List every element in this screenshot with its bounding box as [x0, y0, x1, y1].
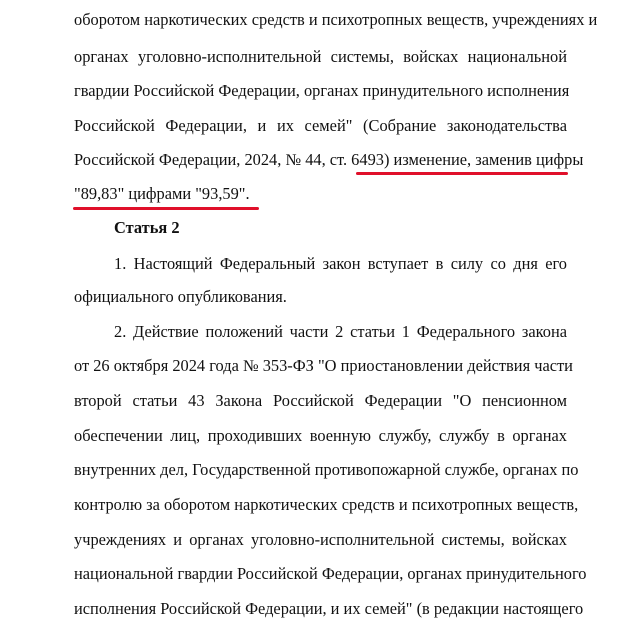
- paragraph-line: национальной гвардии Российской Федерации, органах принудительного: [74, 564, 587, 583]
- paragraph-line: обеспечении лиц, проходивших военную службу, службу в органах: [74, 426, 567, 445]
- text-line: органах уголовно-исполнительной системы, войсках национальной: [74, 47, 567, 66]
- paragraph-line: второй статьи 43 Закона Российской Федерации "О пенсионном: [74, 391, 567, 410]
- text-line: Российской Федерации, и их семей" (Собрание законодательства: [74, 116, 567, 135]
- red-underline-annotation: [356, 172, 568, 175]
- red-underline-annotation: [73, 207, 259, 210]
- highlighted-change-text: изменение, заменив цифры: [393, 150, 584, 169]
- text-line: оборотом наркотических средств и психотропных веществ, учреждениях и: [74, 10, 598, 29]
- highlighted-change-text: "89,83" цифрами "93,59".: [74, 184, 250, 203]
- text-line-with-highlight: [74, 150, 584, 170]
- text-segment: Российской Федерации, 2024, № 44, ст. 6493): [74, 150, 394, 169]
- paragraph-line: исполнения Российской Федерации, и их семей" (в редакции настоящего: [74, 599, 584, 618]
- paragraph-line: контролю за оборотом наркотических средств и психотропных веществ,: [74, 495, 579, 514]
- paragraph-line: 1. Настоящий Федеральный закон вступает в силу со дня его: [114, 254, 567, 273]
- paragraph-line: 2. Действие положений части 2 статьи 1 Федерального закона: [114, 322, 567, 341]
- paragraph-line: учреждениях и органах уголовно-исполнительной системы, войсках: [74, 530, 567, 549]
- article-heading: Статья 2: [114, 218, 180, 237]
- paragraph-line: официального опубликования.: [74, 287, 287, 306]
- paragraph-line: от 26 октября 2024 года № 353-ФЗ "О приостановлении действия части: [74, 356, 573, 375]
- text-line: гвардии Российской Федерации, органах принудительного исполнения: [74, 81, 570, 100]
- paragraph-line: внутренних дел, Государственной противопожарной службе, органах по: [74, 460, 579, 479]
